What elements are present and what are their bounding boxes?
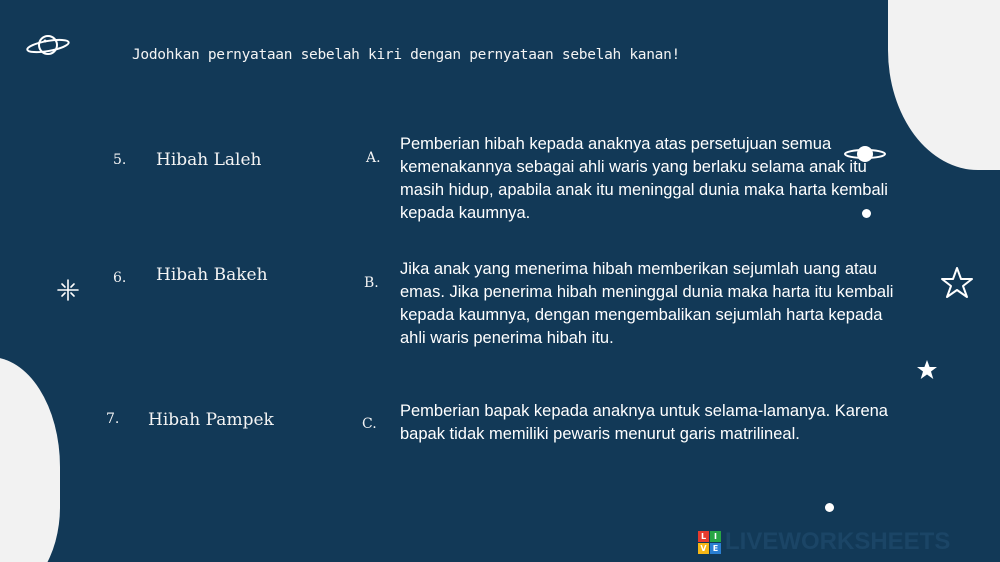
dot-icon <box>825 503 834 512</box>
brand-logo-letter: I <box>710 531 721 542</box>
option-text[interactable]: Pemberian bapak kepada anaknya untuk selama-lamanya. Karena bapak tidak memiliki pewaris menurut garis matrilineal. <box>400 402 888 443</box>
decorative-blob-top-right <box>888 0 1000 170</box>
option-letter: C. <box>362 416 377 432</box>
instruction-text: Jodohkan pernyataan sebelah kiri dengan pernyataan sebelah kanan! <box>132 47 680 63</box>
item-term[interactable]: Hibah Bakeh <box>156 265 268 285</box>
option-text[interactable]: Pemberian hibah kepada anaknya atas persetujuan semua kemenakannya sebagai ahli waris yang berlaku selama anak itu masih hidup, apabila anak itu meninggal dunia maka harta kembali kepada kaumnya. <box>400 135 888 222</box>
item-number: 6. <box>113 270 127 286</box>
brand-text: LIVEWORKSHEETS <box>725 528 951 555</box>
item-number: 7. <box>106 411 120 427</box>
brand-logo-grid <box>698 531 721 554</box>
item-term[interactable]: Hibah Laleh <box>156 150 262 170</box>
sparkle-icon <box>56 278 80 302</box>
brand-logo-letter: L <box>698 531 709 542</box>
star-outline-icon <box>940 266 974 300</box>
item-number: 5. <box>113 152 127 168</box>
brand-logo-letter: V <box>698 543 709 554</box>
brand-logo-letter: E <box>710 543 721 554</box>
option-text[interactable]: Jika anak yang menerima hibah memberikan sejumlah uang atau emas. Jika penerima hibah meninggal dunia maka harta itu kembali kepada kaumnya, dengan mengembalikan sejumlah harta kepada ahli waris penerima hibah itu. <box>400 260 894 347</box>
star-icon <box>916 359 938 381</box>
planet-icon <box>24 30 72 60</box>
item-term[interactable]: Hibah Pampek <box>148 410 274 430</box>
liveworksheets-logo <box>698 529 950 555</box>
option-letter: A. <box>366 150 381 166</box>
decorative-blob-bottom-left <box>0 357 60 562</box>
option-letter: B. <box>364 275 379 291</box>
